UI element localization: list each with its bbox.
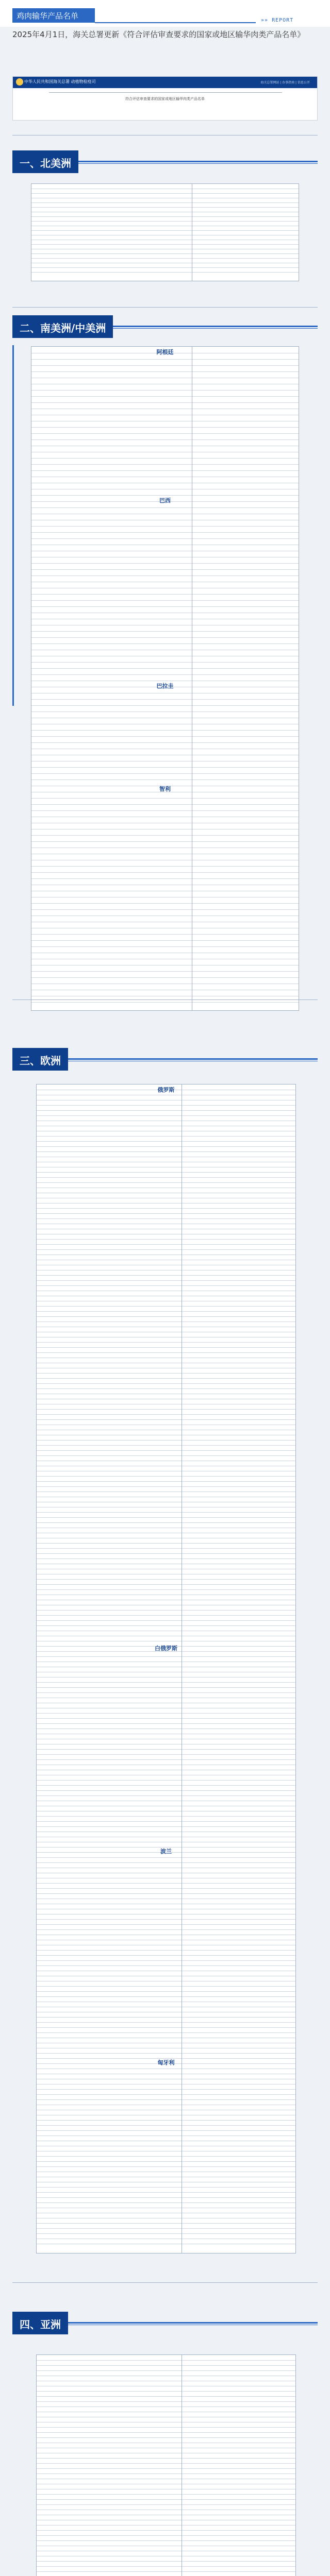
report-divider [95,22,256,23]
table-row [37,1311,295,1312]
table-row [31,396,299,397]
table-row [37,2370,295,2371]
table-row [31,402,299,403]
table-row [31,230,299,231]
country-heading: 匈牙利 [157,2059,175,2066]
table-row [31,878,299,879]
table-row [37,1610,295,1611]
section-header-europe: 三、欧洲 [12,1048,318,1071]
table-row [31,207,299,208]
table-row [37,2427,295,2428]
table-row [37,1136,295,1137]
table-row [37,2192,295,2193]
table-row [31,600,299,601]
country-heading: 智利 [159,786,171,792]
table-row [37,1862,295,1863]
table-row [31,841,299,842]
table-row [37,2223,295,2224]
table-row [31,253,299,254]
section-divider-4 [12,2282,318,2283]
page-headline: 2025年4月1日，海关总署更新《符合评估审查要求的国家或地区输华肉类产品名单》 [12,30,305,39]
table-row [37,1378,295,1379]
table-row [37,1584,295,1585]
table-row [31,569,299,570]
table-row [31,575,299,576]
table-row [37,2125,295,2126]
table-row [37,2027,295,2028]
table-row [31,668,299,669]
table-row [37,1991,295,1992]
table-row [37,2504,295,2505]
table-row [31,594,299,595]
brand-title: 鸡肉输华产品名单 [12,8,95,23]
table-row [37,1579,295,1580]
table-row [31,258,299,259]
table-row [37,1285,295,1286]
table-row [31,637,299,638]
table-row [37,1749,295,1750]
table-row [37,1728,295,1729]
table-row [31,202,299,203]
table-row [37,1342,295,1343]
table-row [37,1517,295,1518]
table-row [37,2432,295,2433]
country-heading: 波兰 [160,1848,172,1855]
table-row [31,736,299,737]
table-row [31,971,299,972]
table-row [31,810,299,811]
table-row [31,439,299,440]
table-row [37,1115,295,1116]
table-row [31,538,299,539]
north-america-table [31,183,299,281]
table-row [37,2463,295,2464]
table-row [37,2571,295,2572]
table-row [37,1795,295,1796]
table-row [37,1352,295,1353]
table-row [31,221,299,222]
table-row [37,1110,295,1111]
table-row [37,2228,295,2229]
table-row [37,1924,295,1925]
table-row [37,2437,295,2438]
table-row [37,1548,295,1549]
site-nav: 海关总署网站 | 办事指南 | 信息公开 [260,81,310,84]
table-row [37,1249,295,1250]
table-row [31,934,299,935]
table-row [37,2401,295,2402]
table-row [37,1888,295,1889]
table-row [37,1589,295,1590]
table-row [37,1321,295,1322]
table-row [37,1172,295,1173]
table-row [37,2161,295,2162]
table-row [37,1687,295,1688]
table-row [37,1280,295,1281]
table-row [31,458,299,459]
table-row [31,359,299,360]
table-row [37,2458,295,2459]
table-row [37,2391,295,2392]
table-row [31,946,299,947]
table-row [37,1414,295,1415]
table-row [37,1682,295,1683]
table-row [31,606,299,607]
table-row [37,1476,295,1477]
table-row [31,563,299,564]
table-row [31,244,299,245]
table-row [31,872,299,873]
table-row [37,2197,295,2198]
table-row [31,526,299,527]
table-row [37,2022,295,2023]
table-row [37,1543,295,1544]
country-heading: 俄罗斯 [157,1087,175,1093]
table-row [31,1002,299,1003]
table-row [37,1203,295,1204]
table-row [37,2396,295,2397]
section-header-asia: 四、亚洲 [12,2312,318,2334]
table-row [37,2540,295,2541]
country-heading: 巴西 [159,497,171,504]
table-row [31,371,299,372]
table-row [31,631,299,632]
section-divider-2 [12,307,318,308]
table-row [37,1383,295,1384]
table-row [37,1316,295,1317]
table-row [37,2530,295,2531]
table-row [37,1244,295,1245]
table-row [37,2017,295,2018]
table-row [31,909,299,910]
table-row [31,711,299,712]
table-row [37,1146,295,1147]
table-row [37,2089,295,2090]
table-row [37,1445,295,1446]
table-row [37,1455,295,1456]
table-row [37,1486,295,1487]
table-row [37,2499,295,2500]
table-row [37,1625,295,1626]
table-row [37,2032,295,2033]
table-row [37,1481,295,1482]
table-row [31,674,299,675]
table-row [31,903,299,904]
table-row [37,1718,295,1719]
table-row [37,2561,295,2562]
table-row [37,2099,295,2100]
left-accent [12,345,14,706]
table-row [31,773,299,774]
table-row [31,272,299,273]
table-row [31,662,299,663]
table-row [37,1919,295,1920]
table-row [37,1239,295,1240]
table-row [31,767,299,768]
country-heading: 巴拉圭 [156,683,174,689]
table-row [37,1656,295,1657]
table-row [37,2360,295,2361]
table-row [31,267,299,268]
table-row [31,390,299,391]
table-row [37,1275,295,1276]
doc-divider [49,92,282,93]
table-row [31,742,299,743]
asia-table [36,2354,296,2576]
section-header-south-america: 二、南美洲/中美洲 [12,315,318,338]
report-tag: »» REPORT [261,18,294,23]
table-row [37,2535,295,2536]
table-row [37,1105,295,1106]
table-row [31,866,299,867]
customs-site-screenshot [12,76,318,121]
table-row [37,1785,295,1786]
table-row [37,2365,295,2366]
table-row [37,1790,295,1791]
table-row [31,705,299,706]
table-row [37,2525,295,2526]
table-row [31,216,299,217]
table-row [37,1151,295,1152]
table-row [31,730,299,731]
table-row [37,1182,295,1183]
table-row [37,1177,295,1178]
table-row [37,1965,295,1966]
table-row [37,2130,295,2131]
double-arrow-icon: »» [261,18,269,23]
table-row [37,1522,295,1523]
table-row [37,1409,295,1410]
table-row [37,1759,295,1760]
table-row [37,2406,295,2407]
table-row [37,1218,295,1219]
table-row [37,1558,295,1559]
table-row [37,1950,295,1951]
table-row [37,1986,295,1987]
table-row [31,940,299,941]
table-row [37,1620,295,1621]
country-heading: 白俄罗斯 [155,1645,177,1652]
table-row [37,1960,295,1961]
table-row [37,1955,295,1956]
table-row [37,2494,295,2495]
table-row [31,532,299,533]
table-row [37,2473,295,2474]
section-header-north-america: 一、北美洲 [12,150,318,173]
table-row [37,1723,295,1724]
table-row [37,1826,295,1827]
section-divider-3 [12,999,318,1000]
table-row [37,1692,295,1693]
table-row [37,1816,295,1817]
table-row [37,1388,295,1389]
table-row [37,1883,295,1884]
table-row [37,2094,295,2095]
table-row [37,1713,295,1714]
document-title: 符合评估审查要求的国家或地区输华肉类产品名单 [125,97,205,101]
table-row [37,1306,295,1307]
table-row [31,835,299,836]
table-row [37,1213,295,1214]
europe-table [36,1084,296,2253]
table-row [37,2120,295,2121]
table-row [31,507,299,508]
table-row [37,2156,295,2157]
table-row [37,1553,295,1554]
table-row [37,1512,295,1513]
national-emblem-icon [16,78,23,86]
table-row [31,977,299,978]
table-row [37,1780,295,1781]
table-row [37,1450,295,1451]
table-row [31,433,299,434]
table-row [37,1821,295,1822]
table-row [37,2202,295,2203]
table-row [37,1419,295,1420]
table-row [37,1347,295,1348]
table-row [31,643,299,644]
table-row [37,2566,295,2567]
table-row [37,1373,295,1374]
table-row [37,1996,295,1997]
table-row [31,495,299,496]
table-row [31,470,299,471]
table-row [31,427,299,428]
table-row [37,1208,295,1209]
country-heading: 阿根廷 [156,349,174,355]
table-row [31,193,299,194]
table-row [31,804,299,805]
table-row [37,1929,295,1930]
table-row [31,365,299,366]
site-agency: 中华人民共和国海关总署 动植物检疫司 [24,79,96,84]
table-row [37,1893,295,1894]
table-row [37,2187,295,2188]
table-row [37,1754,295,1755]
table-row [31,464,299,465]
table-row [37,1141,295,1142]
table-row [37,2233,295,2234]
table-row [37,2166,295,2167]
table-row [31,699,299,700]
table-row [37,1615,295,1616]
table-row [37,1857,295,1858]
table-row [31,798,299,799]
table-row [31,779,299,780]
table-row [37,2468,295,2469]
south-america-table [31,346,299,1011]
table-row [37,2053,295,2054]
